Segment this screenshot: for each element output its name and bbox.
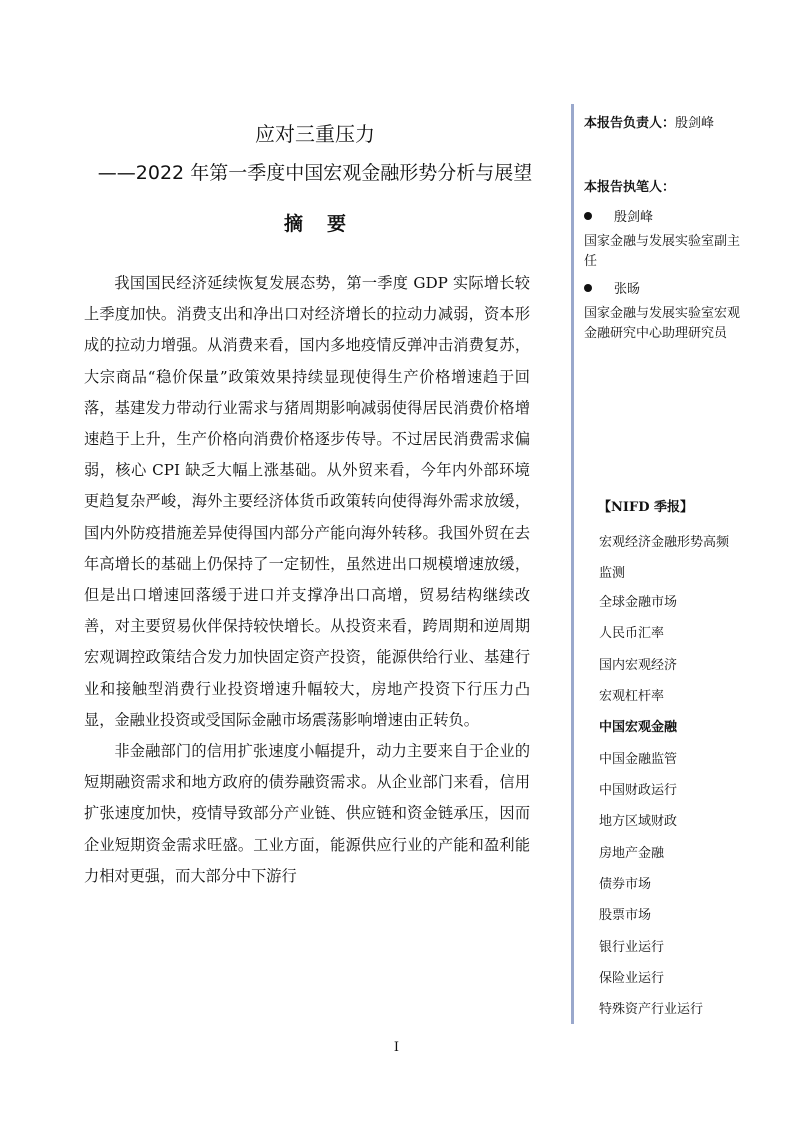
nav-item-stock[interactable]: 股票市场 [599, 908, 652, 923]
author-1-name: 殷剑峰 [614, 210, 654, 225]
sidebar-divider [571, 104, 574, 1024]
nav-item-macro-finance[interactable]: 中国宏观金融 [599, 720, 678, 735]
author-2 [584, 278, 640, 297]
author-2-affiliation: 国家金融与发展实验室宏观金融研究中心助理研究员 [584, 306, 741, 341]
nav-item-fiscal[interactable]: 中国财政运行 [599, 783, 678, 798]
nav-item-regional-fiscal[interactable]: 地方区域财政 [599, 814, 678, 829]
nav-item-special-assets[interactable]: 特殊资产行业运行 [599, 1002, 704, 1017]
responsible-label: 本报告负责人： [584, 116, 676, 131]
nav-item-label: 宏观经济金融形势高频监测 [599, 535, 730, 581]
bullet-icon [584, 284, 592, 292]
author-1 [584, 206, 653, 225]
nav-item-real-estate[interactable]: 房地产金融 [599, 846, 665, 861]
report-subtitle: ——2022 年第一季度中国宏观金融形势分析与展望 [97, 162, 533, 184]
report-title: 应对三重压力 [255, 122, 375, 146]
nav-item-global-markets[interactable]: 全球金融市场 [599, 595, 678, 610]
nav-item-banking[interactable]: 银行业运行 [599, 940, 665, 955]
nav-item-hf-monitor[interactable] [599, 527, 739, 589]
abstract-heading: 摘要 [283, 213, 370, 235]
author-2-name: 张旸 [614, 282, 641, 297]
writers-label: 本报告执笔人： [584, 180, 676, 195]
paragraph-1: 我国国民经济延续恢复发展态势，第一季度 GDP 实际增长较上季度加快。消费支出和净出口对经济增长的拉动力减弱，资本形成的拉动力增强。从消费来看，国内多地疫情反弹冲击消费复苏，大宗商品“稳价保量”政策效果持续显现使得生产价格增速趋于回落，基建发力带动行业需求与猪周期影响减弱使得居民消费价格增速趋于上升，生产价格向消费价格逐步传导。不过居民消费需求偏弱，核心 CPI 缺乏大幅上涨基础。从外贸来看，今年内外部环境更趋复杂严峻，海外主要经济体货币政策转向使得海外需求放缓，国内外防疫措施差异使得国内部分产能向海外转移。我国外贸在去年高增长的基础上仍保持了一定韧性，虽然进出口规模增速放缓，但是出口增速回落缓于进口并支撑净出口高增，贸易结构继续改善，对主要贸易伙伴保持较快增长。从投资来看，跨周期和逆周期宏观调控政策结合发力加快固定资产投资，能源供给行业、基建行业和接触型消费行业投资增速升幅较大，房地产投资下行压力凸显，金融业投资或受国际金融市场震荡影响增速由正转负。 [84, 274, 530, 729]
nav-item-leverage[interactable]: 宏观杠杆率 [599, 689, 665, 704]
nav-item-insurance[interactable]: 保险业运行 [599, 971, 665, 986]
bullet-icon [584, 212, 592, 220]
responsible-line [584, 112, 714, 131]
nifd-label: 【NIFD 季报】 [598, 500, 693, 515]
nav-item-regulation[interactable]: 中国金融监管 [599, 752, 678, 767]
nav-item-bond[interactable]: 债券市场 [599, 877, 652, 892]
nav-item-domestic-macro[interactable]: 国内宏观经济 [599, 658, 678, 673]
paragraph-2: 非金融部门的信用扩张速度小幅提升，动力主要来自于企业的短期融资需求和地方政府的债券融资需求。从企业部门来看，信用扩张速度加快，疫情导致部分产业链、供应链和资金链承压，因而企业短期资金需求旺盛。工业方面，能源供应行业的产能和盈利能力相对更强，而大部分中下游行 [84, 742, 530, 885]
abstract-body [84, 268, 530, 892]
page-number: I [393, 1040, 400, 1055]
responsible-name: 殷剑峰 [675, 116, 715, 131]
author-1-affiliation: 国家金融与发展实验室副主任 [584, 234, 741, 269]
nav-item-rmb[interactable]: 人民币汇率 [599, 626, 665, 641]
